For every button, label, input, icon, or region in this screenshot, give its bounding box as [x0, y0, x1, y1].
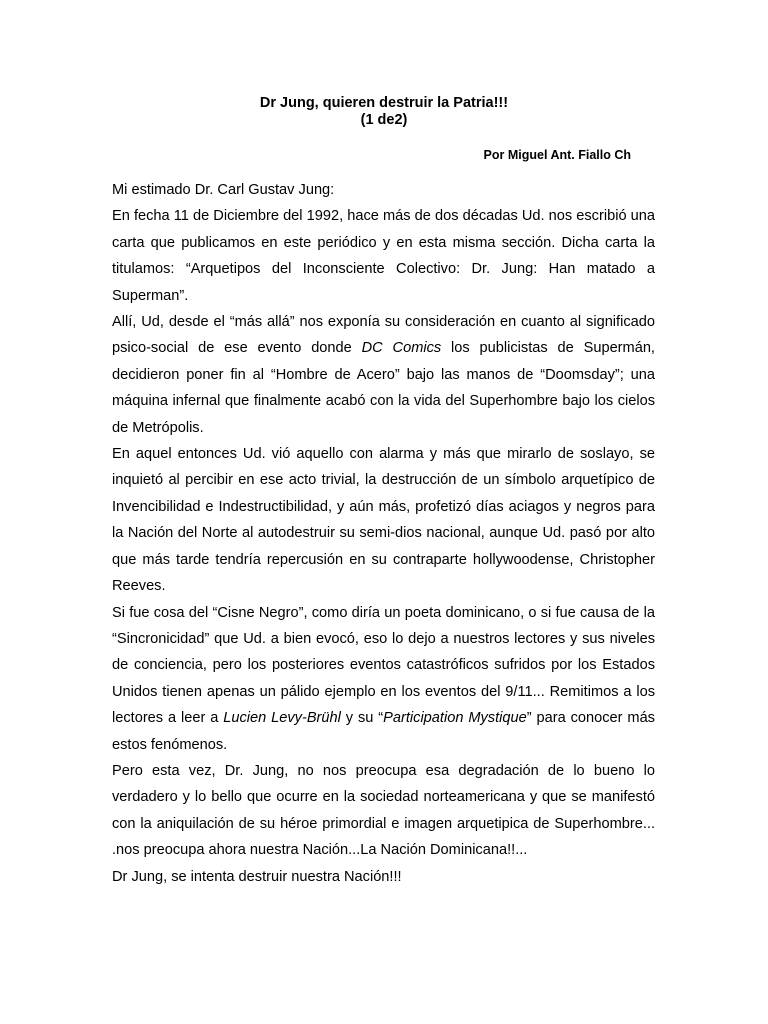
title-line-2: (1 de2)	[360, 112, 408, 128]
paragraph-2: En fecha 11 de Diciembre del 1992, hace más de dos décadas Ud. nos escribió una carta que publicamos en este periódico y en esta misma sección. Dicha carta la titulamos: “Arquetipos del Inconsciente Colectivo: Dr. Jung: Han matado a Superman”.	[112, 208, 655, 304]
paragraph-salutation: Mi estimado Dr. Carl Gustav Jung:	[112, 182, 335, 198]
paragraph-7: Dr Jung, se intenta destruir nuestra Nación!!!	[112, 868, 402, 885]
paragraph-4: En aquel entonces Ud. vió aquello con alarma y más que mirarlo de soslayo, se inquietó al percibir en ese acto trivial, la destrucción de un símbolo arquetípico de Invencibilidad e Indestructibilidad, y aún más, profetizó días aciagos y negros para la Nación del Norte al autodestruir su semi-dios nacional, aunque Ud. pasó por alto que más tarde tendría repercusión en su contraparte hollywoodense, Christopher Reeves.	[112, 446, 655, 595]
paragraph-5-text-c: ” para conocer más estos fenómenos.	[112, 710, 655, 753]
article-body	[112, 177, 655, 890]
article-title	[112, 95, 656, 129]
paragraph-5-emphasis-1: Lucien Levy-Brühl	[223, 710, 341, 727]
paragraph-3-text-b: los publicistas de Supermán, decidieron poner fin al “Hombre de Acero” bajo las manos de “Doomsday”; una máquina infernal que finalmente acabó con la vida del Superhombre bajo los cielos de Metrópolis.	[112, 340, 655, 436]
paragraph-3-text-a: Allí, Ud, desde el “más allá” nos exponía su consideración en cuanto al significado psico-social de ese evento donde	[112, 314, 655, 357]
paragraph-6: Pero esta vez, Dr. Jung, no nos preocupa esa degradación de lo bueno lo verdadero y lo bello que ocurre en la sociedad norteamericana y que se manifestó con la aniquilación de su héroe primordial e imagen arquetipica de Superhombre... .nos preocupa ahora nuestra Nación...La Nación Dominicana!!...	[112, 762, 655, 859]
paragraph-5-text-a: Si fue cosa del “Cisne Negro”, como diría un poeta dominicano, o si fue causa de la “Sincronicidad” que Ud. a bien evocó, eso lo dejo a nuestros lectores y sus niveles de conciencia, pero los posteriores eventos catastróficos sufridos por los Estados Unidos tienen apenas un pálido ejemplo en los eventos del 9/11... Remitimos a los lectores a leer a	[112, 604, 655, 727]
paragraph-3	[112, 309, 655, 441]
author-byline: Por Miguel Ant. Fiallo Ch	[483, 148, 631, 162]
paragraph-5	[112, 600, 655, 758]
title-line-1: Dr Jung, quieren destruir la Patria!!!	[259, 95, 509, 111]
paragraph-5-text-b: y su “	[340, 710, 384, 727]
paragraph-5-emphasis-2: Participation Mystique	[383, 710, 527, 727]
paragraph-3-emphasis: DC Comics	[361, 340, 442, 357]
